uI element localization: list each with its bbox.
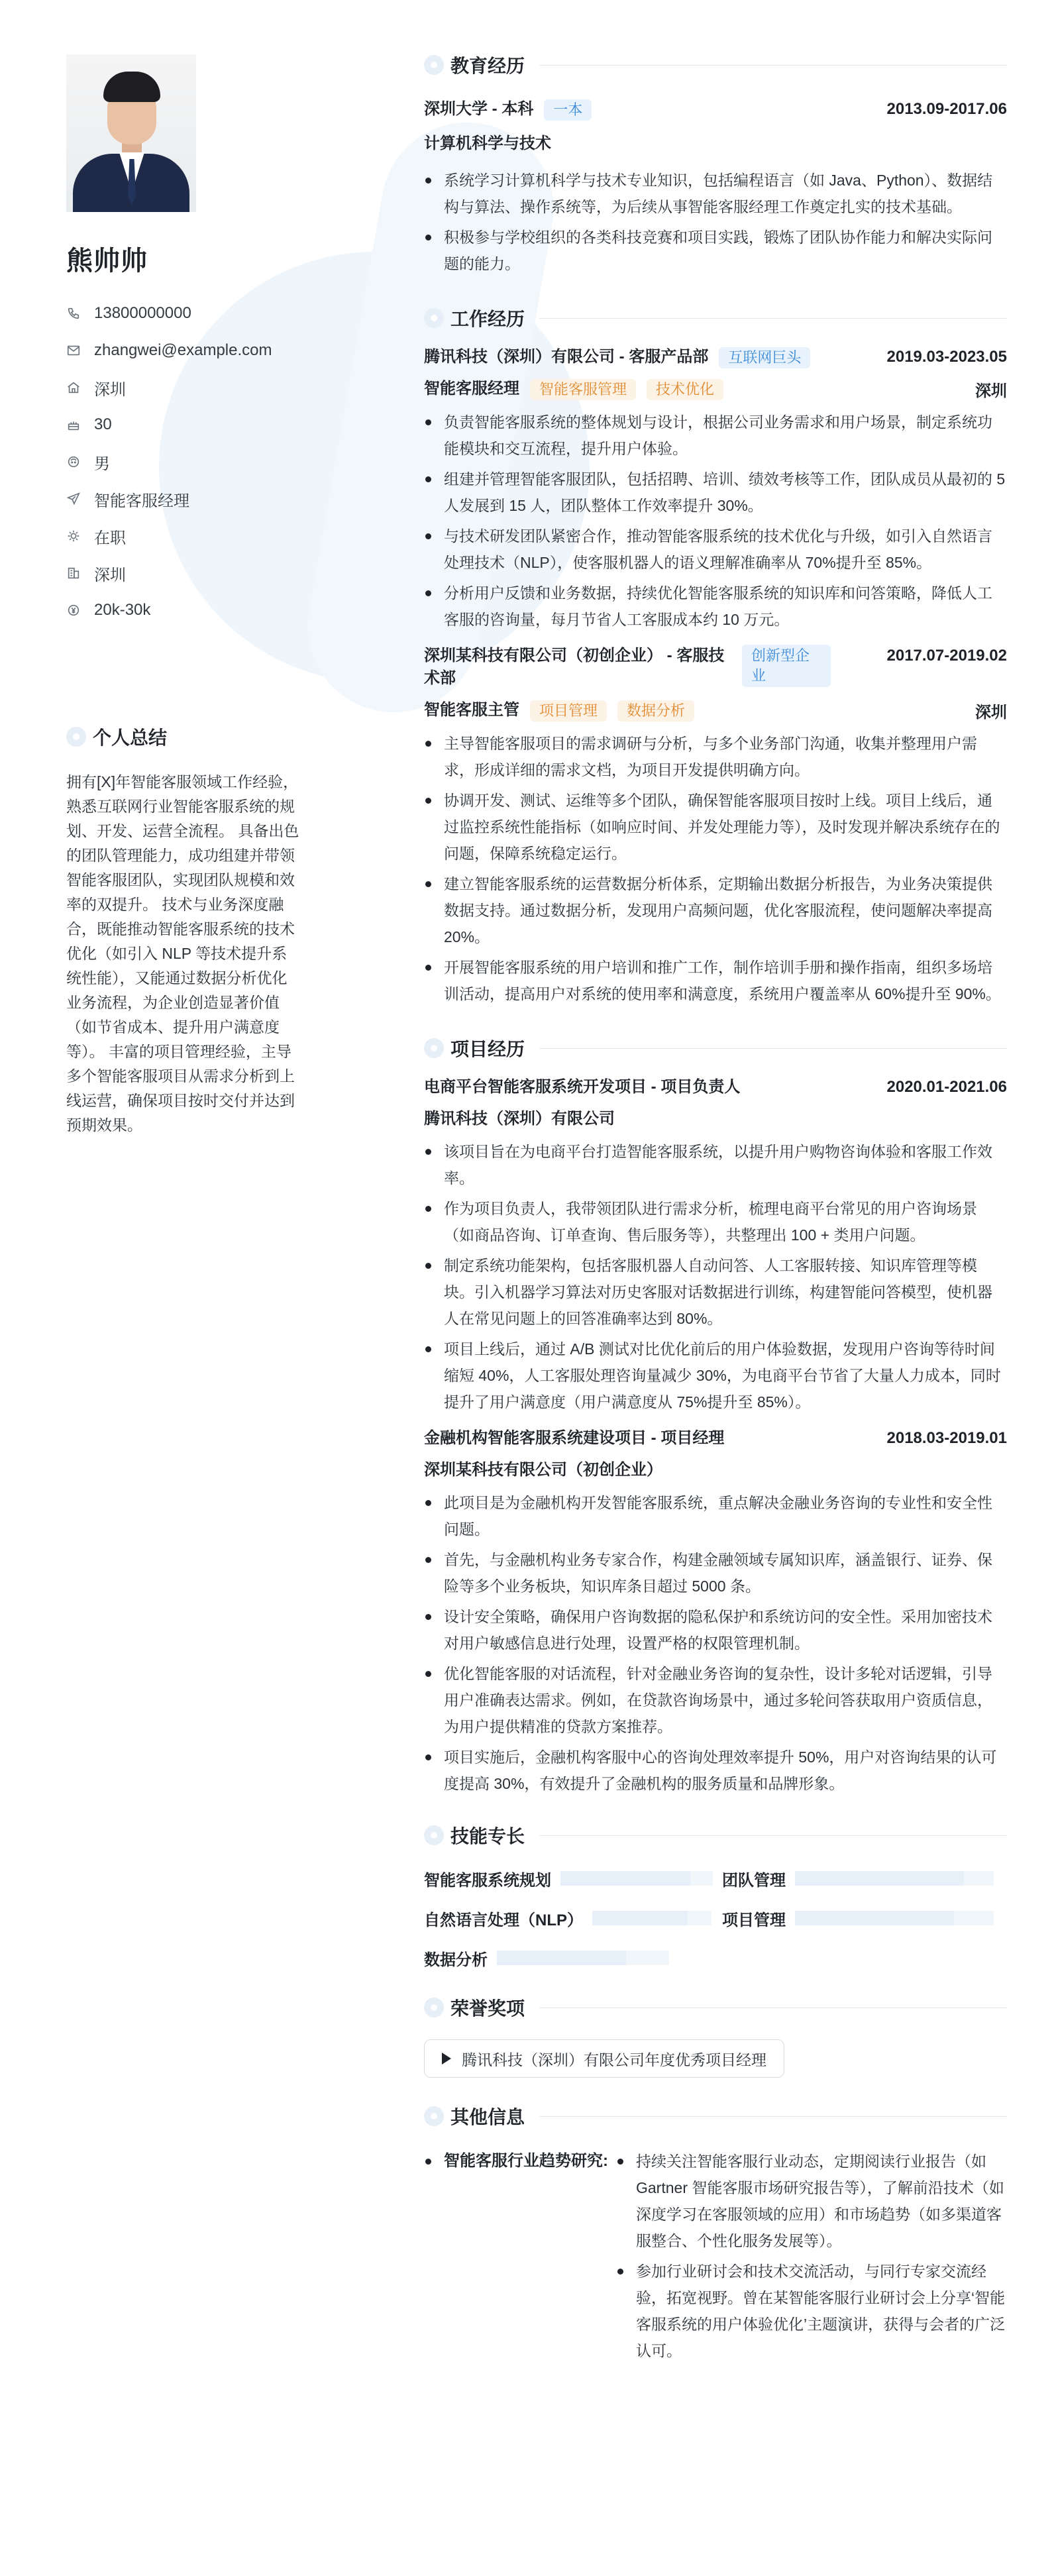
project-company: 深圳某科技有限公司（初创企业）	[424, 1461, 662, 1479]
phone-icon	[66, 306, 81, 321]
profile-photo	[66, 54, 196, 212]
project-name: 电商平台智能客服系统开发项目 - 项目负责人	[424, 1078, 741, 1096]
list-item: 该项目旨在为电商平台打造智能客服系统，以提升用户购物咨询体验和客服工作效率。	[424, 1138, 1007, 1191]
divider	[539, 1048, 1007, 1049]
skills-section	[424, 1821, 1007, 1969]
list-item: 制定系统功能架构，包括客服机器人自动问答、人工客服转接、知识库管理等模块。引入机器学习算法对历史客服对话数据进行训练，构建智能问答模型，使机器人在常见问题上的回答准确率达到 80%。	[424, 1252, 1007, 1332]
list-item: 优化智能客服的对话流程，针对金融业务咨询的复杂性，设计多轮对话逻辑，引导用户准确表达需求。例如，在贷款咨询场景中，通过多轮问答获取用户资质信息，为用户提供精准的贷款方案推荐。	[424, 1660, 1007, 1740]
skill-name: 数据分析	[424, 1951, 488, 1969]
list-item: 系统学习计算机科学与技术专业知识，包括编程语言（如 Java、Python）、数据结构与算法、操作系统等，为后续从事智能客服经理工作奠定扎实的技术基础。	[424, 167, 1007, 220]
project-entry	[424, 1076, 1007, 1415]
school-tag: 一本	[544, 99, 592, 121]
building-icon	[66, 566, 81, 580]
salary-icon	[66, 603, 81, 617]
skill-bar	[560, 1871, 713, 1886]
info-phone	[66, 295, 305, 332]
summary-text: 拥有[X]年智能客服领域工作经验，熟悉互联网行业智能客服系统的规划、开发、运营全流程。 具备出色的团队管理能力，成功组建并带领智能客服团队，实现团队规模和效率的双提升。 技术与业务深度融合，既能推动智能客服系统的技术优化（如引入 NLP 等技术提升系统性能），又能通过数据分析优化业务流程，为企业创造显著价值（如节省成本、提升用户满意度等）。 丰富的项目管理经验，主导多个智能客服项目从需求分析到上线运营，确保项目按时交付并达到预期效果。	[66, 773, 299, 1134]
skill-bar-fill	[560, 1871, 690, 1886]
list-item: 设计安全策略，确保用户咨询数据的隐私保护和系统访问的安全性。采用加密技术对用户敏感信息进行处理，设置严格的权限管理机制。	[424, 1603, 1007, 1656]
job-bullets	[424, 730, 1007, 1007]
award-text: 腾讯科技（深圳）有限公司年度优秀项目经理	[462, 2051, 766, 2068]
job-entry	[424, 645, 1007, 1007]
divider	[539, 2116, 1007, 2117]
play-triangle-icon	[442, 2053, 451, 2065]
section-dot-icon	[424, 1998, 444, 2017]
project-entry	[424, 1427, 1007, 1797]
list-item: 首先，与金融机构业务专家合作，构建金融领域专属知识库，涵盖银行、证券、保险等多个业务板块，知识库条目超过 5000 条。	[424, 1546, 1007, 1599]
role-tag: 项目管理	[530, 700, 607, 722]
skill-bar-fill	[592, 1911, 688, 1925]
info-text: 30	[94, 415, 112, 433]
list-item: 项目实施后，金融机构客服中心的咨询处理效率提升 50%，用户对咨询结果的认可度提高 30%，有效提升了金融机构的服务质量和品牌形象。	[424, 1744, 1007, 1797]
skill-bar-fill	[497, 1951, 626, 1965]
info-text: 男	[94, 455, 110, 473]
section-header	[424, 1821, 1007, 1850]
skill-bar	[795, 1871, 994, 1886]
job-entry	[424, 346, 1007, 633]
list-item: 建立智能客服系统的运营数据分析体系，定期输出数据分析报告，为业务决策提供数据支持。通过数据分析，发现用户高频问题，优化客服流程，使问题解决率提高 20%。	[424, 871, 1007, 950]
info-text: 深圳	[94, 380, 126, 399]
skill-bar-fill	[795, 1911, 954, 1925]
summary-section	[66, 724, 305, 1138]
education-date: 2013.09-2017.06	[886, 100, 1007, 118]
profile-name: 熊帅帅	[66, 246, 148, 276]
skill-name: 项目管理	[722, 1911, 786, 1929]
list-item: 项目上线后，通过 A/B 测试对比优化前后的用户体验数据，发现用户咨询等待时间缩短 40%，人工客服处理咨询量减少 30%，为电商平台节省了大量人力成本，同时提升了用户满意度（用户满意度从 75%提升至 85%）。	[424, 1336, 1007, 1415]
other-bullets	[616, 2148, 1007, 2368]
section-dot-icon	[424, 1038, 444, 1058]
company-name: 腾讯科技（深圳）有限公司 - 客服产品部 互联网巨头	[424, 346, 810, 368]
education-bullets	[424, 167, 1007, 277]
info-text: 20k-30k	[94, 601, 151, 619]
company-tag: 创新型企业	[742, 645, 831, 687]
skill-item	[722, 1867, 1007, 1890]
awards-section	[424, 1993, 1007, 2078]
section-title: 荣誉奖项	[450, 1998, 525, 2019]
send-icon	[66, 492, 81, 506]
list-item: 负责智能客服系统的整体规划与设计，根据公司业务需求和用户场景，制定系统功能模块和交互流程，提升用户体验。	[424, 409, 1007, 462]
other-info	[424, 2148, 1007, 2368]
job-location: 深圳	[975, 704, 1007, 722]
section-header	[424, 2102, 1007, 2131]
list-item: 开展智能客服系统的用户培训和推广工作，制作培训手册和操作指南，组织多场培训活动，提高用户对系统的使用率和满意度，系统用户覆盖率从 60%提升至 90%。	[424, 954, 1007, 1007]
education-section	[424, 50, 1007, 277]
project-bullets	[424, 1489, 1007, 1797]
gender-icon	[66, 455, 81, 469]
divider	[539, 65, 1007, 66]
section-title: 个人总结	[66, 724, 305, 750]
list-item: 组建并管理智能客服团队，包括招聘、培训、绩效考核等工作，团队成员从最初的 5 人发展到 15 人，团队整体工作效率提升 30%。	[424, 466, 1007, 519]
skill-item	[722, 1907, 1007, 1929]
projects-section	[424, 1034, 1007, 1797]
skill-bar-fill	[795, 1871, 964, 1886]
list-item: 作为项目负责人，我带领团队进行需求分析，梳理电商平台常见的用户咨询场景（如商品咨询、订单查询、售后服务等），共整理出 100 + 类用户问题。	[424, 1195, 1007, 1248]
info-salary	[66, 592, 305, 629]
job-date: 2019.03-2023.05	[886, 348, 1007, 366]
section-title: 技能专长	[450, 1826, 525, 1847]
info-work-city	[66, 555, 305, 592]
skill-bar	[497, 1951, 669, 1965]
section-dot-icon	[66, 727, 86, 747]
company-name: 深圳某科技有限公司（初创企业） - 客服技术部	[424, 647, 725, 687]
skill-item	[424, 1947, 722, 1969]
other-label: 智能客服行业趋势研究:	[424, 2148, 608, 2368]
work-section	[424, 303, 1007, 1007]
section-header	[424, 50, 1007, 80]
section-dot-icon	[424, 1825, 444, 1845]
info-status	[66, 517, 305, 555]
list-item: 主导智能客服项目的需求调研与分析，与多个业务部门沟通，收集并整理用户需求，形成详细的需求文档，为项目开发提供明确方向。	[424, 730, 1007, 783]
info-text: zhangwei@example.com	[94, 341, 272, 359]
info-position	[66, 480, 305, 517]
job-role: 智能客服主管 项目管理 数据分析	[424, 699, 694, 722]
section-header	[424, 1993, 1007, 2022]
role-tag: 技术优化	[647, 379, 723, 400]
skill-name: 团队管理	[722, 1871, 786, 1890]
project-name: 金融机构智能客服系统建设项目 - 项目经理	[424, 1429, 725, 1447]
award-item	[424, 2039, 784, 2078]
skill-item	[424, 1907, 722, 1929]
role-tag: 智能客服管理	[530, 379, 636, 400]
section-title: 其他信息	[450, 2107, 525, 2127]
skill-bar	[592, 1911, 711, 1925]
list-item: 持续关注智能客服行业动态，定期阅读行业报告（如 Gartner 智能客服市场研究报告等），了解前沿技术（如深度学习在客服领域的应用）和市场趋势（如多渠道客服整合、个性化服务发展等）。	[616, 2148, 1007, 2254]
main-content	[424, 50, 1007, 2368]
section-header	[424, 1034, 1007, 1063]
info-gender	[66, 443, 305, 480]
list-item: 积极参与学校组织的各类科技竞赛和项目实践，锻炼了团队协作能力和解决实际问题的能力。	[424, 224, 1007, 277]
skill-name: 智能客服系统规划	[424, 1871, 551, 1890]
info-text: 智能客服经理	[94, 492, 189, 510]
section-title: 项目经历	[450, 1039, 525, 1059]
info-text: 13800000000	[94, 304, 191, 322]
mail-icon	[66, 343, 81, 358]
project-date: 2020.01-2021.06	[886, 1078, 1007, 1096]
skills-grid	[424, 1867, 1007, 1969]
list-item: 与技术研发团队紧密合作，推动智能客服系统的技术优化与升级，如引入自然语言处理技术（NLP），使客服机器人的语义理解准确率从 70%提升至 85%。	[424, 523, 1007, 576]
job-role: 智能客服经理 智能客服管理 技术优化	[424, 378, 723, 400]
status-icon	[66, 529, 81, 543]
divider	[539, 318, 1007, 319]
school-name: 深圳大学 - 本科 一本	[424, 98, 592, 121]
info-text: 在职	[94, 529, 126, 547]
project-bullets	[424, 1138, 1007, 1415]
major: 计算机科学与技术	[424, 134, 551, 152]
section-dot-icon	[424, 55, 444, 75]
list-item: 协调开发、测试、运维等多个团队，确保智能客服项目按时上线。项目上线后，通过监控系统性能指标（如响应时间、并发处理能力等），及时发现并解决系统存在的问题，保障系统稳定运行。	[424, 787, 1007, 867]
project-date: 2018.03-2019.01	[886, 1429, 1007, 1447]
project-company: 腾讯科技（深圳）有限公司	[424, 1110, 615, 1128]
role-tag: 数据分析	[617, 700, 694, 722]
list-item: 此项目是为金融机构开发智能客服系统，重点解决金融业务咨询的专业性和安全性问题。	[424, 1489, 1007, 1542]
company-tag: 互联网巨头	[719, 347, 810, 368]
job-date: 2017.07-2019.02	[886, 647, 1007, 665]
info-email	[66, 332, 305, 369]
info-age	[66, 406, 305, 443]
section-title: 教育经历	[450, 56, 525, 76]
section-title: 工作经历	[450, 309, 525, 329]
list-item: 参加行业研讨会和技术交流活动，与同行专家交流经验，拓宽视野。曾在某智能客服行业研讨会上分享‘智能客服系统的用户体验优化’主题演讲，获得与会者的广泛认可。	[616, 2258, 1007, 2364]
info-city	[66, 369, 305, 406]
info-text: 深圳	[94, 566, 126, 584]
other-section	[424, 2102, 1007, 2368]
list-item: 分析用户反馈和业务数据，持续优化智能客服系统的知识库和问答策略，降低人工客服的咨询量，每月节省人工客服成本约 10 万元。	[424, 580, 1007, 633]
home-icon	[66, 380, 81, 395]
skill-bar	[795, 1911, 994, 1925]
job-location: 深圳	[975, 382, 1007, 400]
contact-info-list	[66, 295, 305, 629]
job-bullets	[424, 409, 1007, 633]
divider	[539, 1835, 1007, 1836]
age-icon	[66, 417, 81, 432]
section-dot-icon	[424, 308, 444, 328]
profile-sidebar	[66, 54, 305, 629]
section-header	[424, 303, 1007, 333]
skill-name: 自然语言处理（NLP）	[424, 1911, 583, 1929]
section-dot-icon	[424, 2106, 444, 2126]
skill-item	[424, 1867, 722, 1890]
